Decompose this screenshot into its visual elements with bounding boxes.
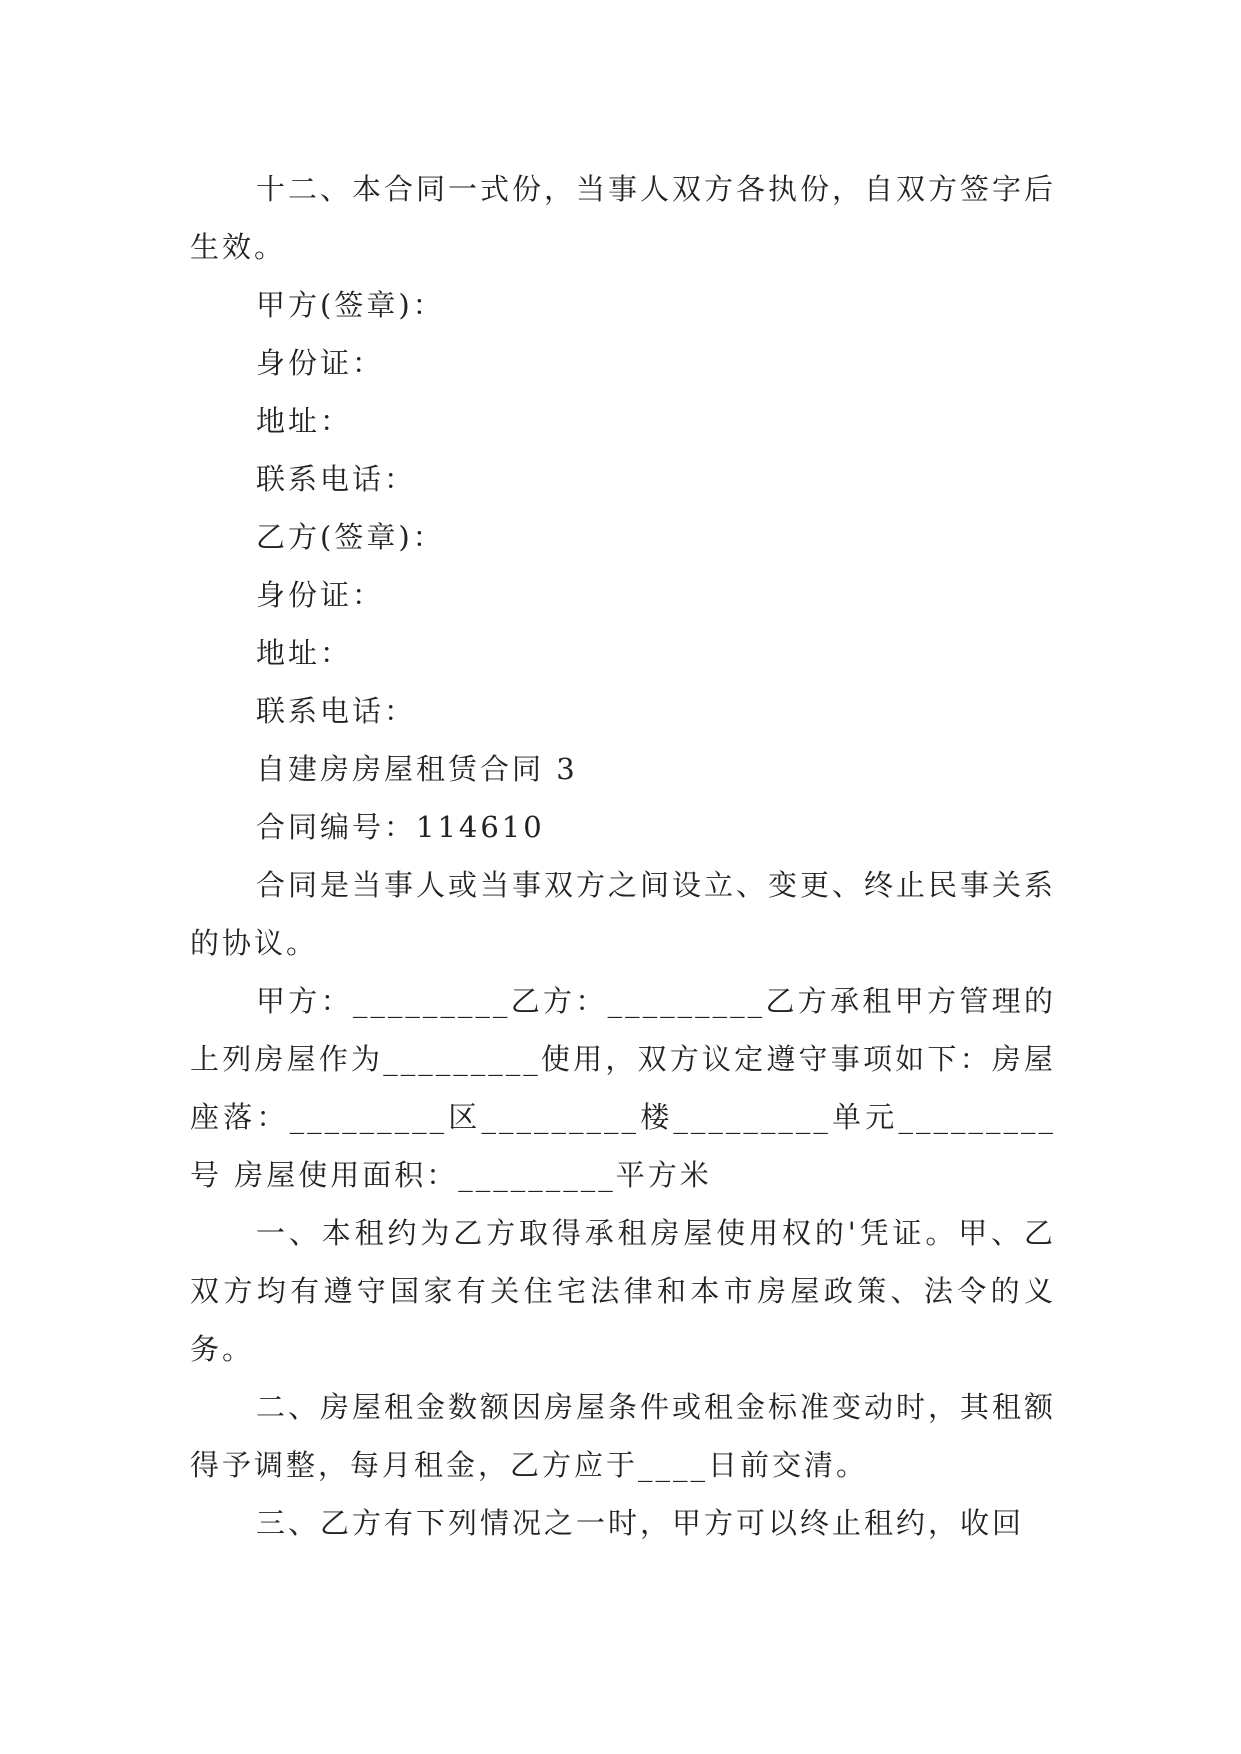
party-a-signature-label: 甲方(签章)： <box>256 288 445 322</box>
document-body <box>190 160 1056 1552</box>
party-a-address-label: 地址： <box>256 404 353 438</box>
contract-title: 自建房房屋租赁合同 3 <box>256 752 578 786</box>
party-b-phone-label: 联系电话： <box>256 694 417 728</box>
party-a-id-label: 身份证： <box>256 346 385 380</box>
paragraph-definition: 合同是当事人或当事双方之间设立、变更、终止民事关系的协议。 <box>190 868 1057 960</box>
paragraph-clause-3: 三、乙方有下列情况之一时，甲方可以终止租约，收回 <box>256 1506 1025 1540</box>
paragraph-parties-and-premises: 甲方：_________乙方：_________乙方承租甲方管理的上列房屋作为_________使用，双方议定遵守事项如下：房屋座落：_________区_________楼_________单元_________号 房屋使用面积：_________平方米 <box>190 984 1056 1192</box>
party-b-signature-label: 乙方(签章)： <box>256 520 445 554</box>
party-b-id-label: 身份证： <box>256 578 385 612</box>
paragraph-clause-1: 一、本租约为乙方取得承租房屋使用权的'凭证。甲、乙双方均有遵守国家有关住宅法律和本市房屋政策、法令的义务。 <box>190 1216 1056 1366</box>
paragraph-clause-12: 十二、本合同一式份，当事人双方各执份，自双方签字后生效。 <box>190 172 1057 264</box>
contract-number: 合同编号：114610 <box>256 810 545 844</box>
party-a-phone-label: 联系电话： <box>256 462 417 496</box>
paragraph-clause-2: 二、房屋租金数额因房屋条件或租金标准变动时，其租额得予调整，每月租金，乙方应于____日前交清。 <box>190 1390 1057 1482</box>
party-b-address-label: 地址： <box>256 636 353 670</box>
